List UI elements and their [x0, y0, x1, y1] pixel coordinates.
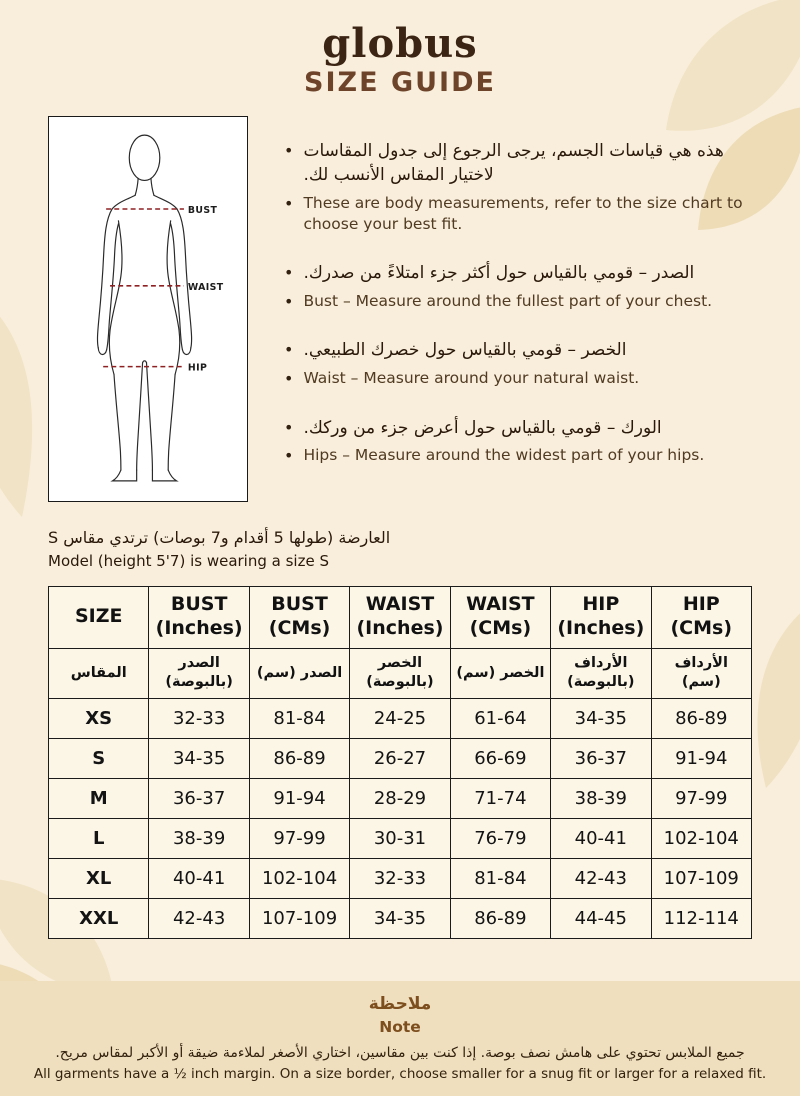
table-row	[49, 858, 752, 898]
table-row	[49, 698, 752, 738]
column-header-en: BUST (Inches)	[149, 586, 249, 648]
measurement-cell: 32-33	[149, 698, 249, 738]
table-row	[49, 738, 752, 778]
bullet-icon: •	[284, 369, 294, 389]
bullet-icon: •	[284, 340, 294, 360]
measurement-cell: 107-109	[651, 858, 751, 898]
bullet-icon: •	[284, 263, 294, 283]
column-header-en: WAIST (Inches)	[350, 586, 450, 648]
note-title-ar: ملاحظة	[368, 993, 432, 1014]
measurement-cell: 91-94	[249, 778, 349, 818]
size-chart-table	[48, 586, 752, 939]
instruction-bust	[284, 262, 752, 313]
measurement-cell: 86-89	[450, 898, 550, 938]
instruction-waist-en: Waist – Measure around your natural waist.	[303, 369, 640, 388]
model-note-en: Model (height 5'7) is wearing a size S	[48, 552, 329, 571]
note-text-en: All garments have a ½ inch margin. On a size border, choose smaller for a snug fit or larger for a relaxed fit.	[33, 1066, 767, 1083]
measurement-cell: 61-64	[450, 698, 550, 738]
hip-label: HIP	[187, 362, 208, 374]
note-band	[0, 981, 800, 1096]
measurement-cell: 40-41	[149, 858, 249, 898]
measurement-cell: 36-37	[149, 778, 249, 818]
instruction-waist-ar: الخصر – قومي بالقياس حول خصرك الطبيعي.	[303, 340, 627, 361]
table-row	[49, 778, 752, 818]
body-measurement-figure	[48, 116, 248, 502]
instruction-hips-ar: الورك – قومي بالقياس حول أعرض جزء من وركك.	[303, 417, 662, 438]
column-header-ar: الصدر (بالبوصة)	[149, 648, 249, 698]
measurement-cell: 42-43	[551, 858, 651, 898]
size-label-cell: L	[49, 818, 149, 858]
measurement-cell: 66-69	[450, 738, 550, 778]
table-row	[49, 818, 752, 858]
column-header-ar: الصدر (سم)	[249, 648, 349, 698]
measurement-cell: 71-74	[450, 778, 550, 818]
page-header	[48, 0, 752, 98]
measurement-cell: 102-104	[249, 858, 349, 898]
waist-label: WAIST	[187, 281, 224, 293]
column-header-en: SIZE	[49, 586, 149, 648]
instruction-waist	[284, 339, 752, 390]
instruction-bust-en: Bust – Measure around the fullest part of your chest.	[303, 291, 713, 310]
column-header-ar: الخصر (بالبوصة)	[350, 648, 450, 698]
measurement-cell: 44-45	[551, 898, 651, 938]
page-title: SIZE GUIDE	[304, 67, 496, 99]
measurement-cell: 86-89	[651, 698, 751, 738]
measurement-cell: 76-79	[450, 818, 550, 858]
measurement-cell: 36-37	[551, 738, 651, 778]
measurement-cell: 102-104	[651, 818, 751, 858]
measurement-cell: 81-84	[450, 858, 550, 898]
body-figure-illustration	[49, 117, 246, 500]
size-label-cell: S	[49, 738, 149, 778]
measurement-cell: 34-35	[551, 698, 651, 738]
bullet-icon: •	[284, 141, 294, 161]
column-header-en: HIP (CMs)	[651, 586, 751, 648]
instruction-intro-en: These are body measurements, refer to the size chart to choose your best fit.	[303, 193, 743, 234]
measurement-cell: 34-35	[350, 898, 450, 938]
column-header-en: WAIST (CMs)	[450, 586, 550, 648]
measurement-cell: 112-114	[651, 898, 751, 938]
model-note	[48, 526, 752, 573]
measurement-cell: 26-27	[350, 738, 450, 778]
measurement-cell: 97-99	[249, 818, 349, 858]
measurement-cell: 30-31	[350, 818, 450, 858]
top-section	[48, 116, 752, 502]
size-label-cell: XL	[49, 858, 149, 898]
measurement-cell: 38-39	[149, 818, 249, 858]
measurement-cell: 42-43	[149, 898, 249, 938]
column-header-en: HIP (Inches)	[551, 586, 651, 648]
brand-logo: globus	[322, 20, 478, 67]
measurement-cell: 38-39	[551, 778, 651, 818]
column-header-en: BUST (CMs)	[249, 586, 349, 648]
table-row	[49, 898, 752, 938]
table-header-row-en	[49, 586, 752, 648]
model-note-ar: العارضة (طولها 5 أقدام و7 بوصات) ترتدي مقاس S	[48, 528, 391, 548]
note-title-en: Note	[379, 1017, 421, 1036]
size-label-cell: XS	[49, 698, 149, 738]
note-text-ar: جميع الملابس تحتوي على هامش نصف بوصة. إذا كنت بين مقاسين، اختاري الأصغر لملاءمة ضيقة أو الأكبر لمقاس مريح.	[55, 1044, 745, 1061]
measurement-cell: 86-89	[249, 738, 349, 778]
measurement-cell: 81-84	[249, 698, 349, 738]
instruction-intro-ar: هذه هي قياسات الجسم، يرجى الرجوع إلى جدول المقاسات لاختيار المقاس الأنسب لك.	[303, 141, 724, 185]
instruction-intro	[284, 140, 752, 236]
measurement-cell: 28-29	[350, 778, 450, 818]
bust-label: BUST	[187, 205, 218, 217]
instruction-hips-en: Hips – Measure around the widest part of your hips.	[303, 446, 705, 465]
bullet-icon: •	[284, 417, 294, 437]
column-header-ar: الأرداف (سم)	[651, 648, 751, 698]
instruction-bust-ar: الصدر – قومي بالقياس حول أكثر جزء امتلاءً من صدرك.	[303, 263, 695, 284]
bullet-icon: •	[284, 446, 294, 466]
measurement-cell: 107-109	[249, 898, 349, 938]
measurement-cell: 34-35	[149, 738, 249, 778]
column-header-ar: الأرداف (بالبوصة)	[551, 648, 651, 698]
measurement-cell: 97-99	[651, 778, 751, 818]
table-body	[49, 698, 752, 938]
measurement-cell: 91-94	[651, 738, 751, 778]
bullet-icon: •	[284, 193, 294, 213]
instruction-hips	[284, 417, 752, 468]
measurement-cell: 32-33	[350, 858, 450, 898]
bullet-icon: •	[284, 291, 294, 311]
column-header-ar: المقاس	[49, 648, 149, 698]
size-label-cell: XXL	[49, 898, 149, 938]
size-label-cell: M	[49, 778, 149, 818]
measurement-cell: 24-25	[350, 698, 450, 738]
column-header-ar: الخصر (سم)	[450, 648, 550, 698]
instruction-list	[248, 116, 752, 502]
measurement-cell: 40-41	[551, 818, 651, 858]
table-header-row-ar	[49, 648, 752, 698]
